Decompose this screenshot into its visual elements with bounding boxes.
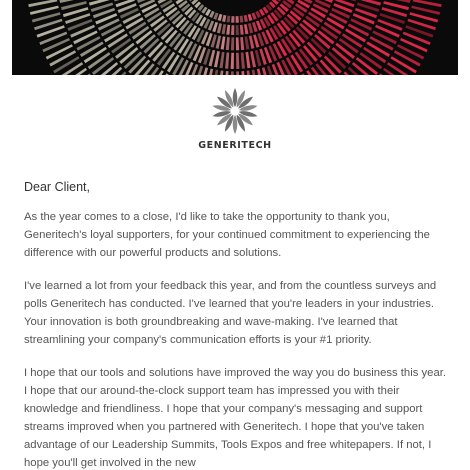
brand-logo xyxy=(0,86,470,151)
letter-paragraph-2: I've learned a lot from your feedback this year, and from the countless surveys and polls Generitech has conducted. I've learned that you're leaders in your industries. Your innovation is both groundbreaking and wave-making. I've learned that streamlining your company's communication efforts is your #1 priority. xyxy=(24,280,437,346)
header-banner-image xyxy=(12,0,458,75)
letter-paragraph-3: I hope that our tools and solutions have improved the way you do business this year. I hope that our around-the-clock support team has impressed you with their knowledge and friendliness. I hope that your company's messaging and support streams improved when you partnered with Generitech. I hope that you've taken advantage of our Leadership Summits, Tools Expos and free whitepapers. If not, I hope you'll get involved in the new xyxy=(24,367,447,469)
mosaic-tile xyxy=(236,25,239,35)
radial-mosaic-graphic xyxy=(12,0,458,75)
logo-petal xyxy=(233,115,238,134)
logo-petal xyxy=(233,88,238,107)
mosaic-tile xyxy=(231,25,234,35)
logo-core xyxy=(231,107,239,115)
mosaic-tile xyxy=(236,16,239,23)
letter-body xyxy=(24,178,446,470)
starburst-logo-icon xyxy=(210,86,260,136)
mosaic-tile xyxy=(231,16,234,23)
letter-paragraph-1: As the year comes to a close, I'd like to take the opportunity to thank you, Generitech's loyal supporters, for your continued commitment to experiencing the difference with our powerful products and solutions. xyxy=(24,211,430,259)
letter-greeting: Dear Client, xyxy=(24,180,90,194)
brand-name: GENERITECH xyxy=(198,140,272,151)
